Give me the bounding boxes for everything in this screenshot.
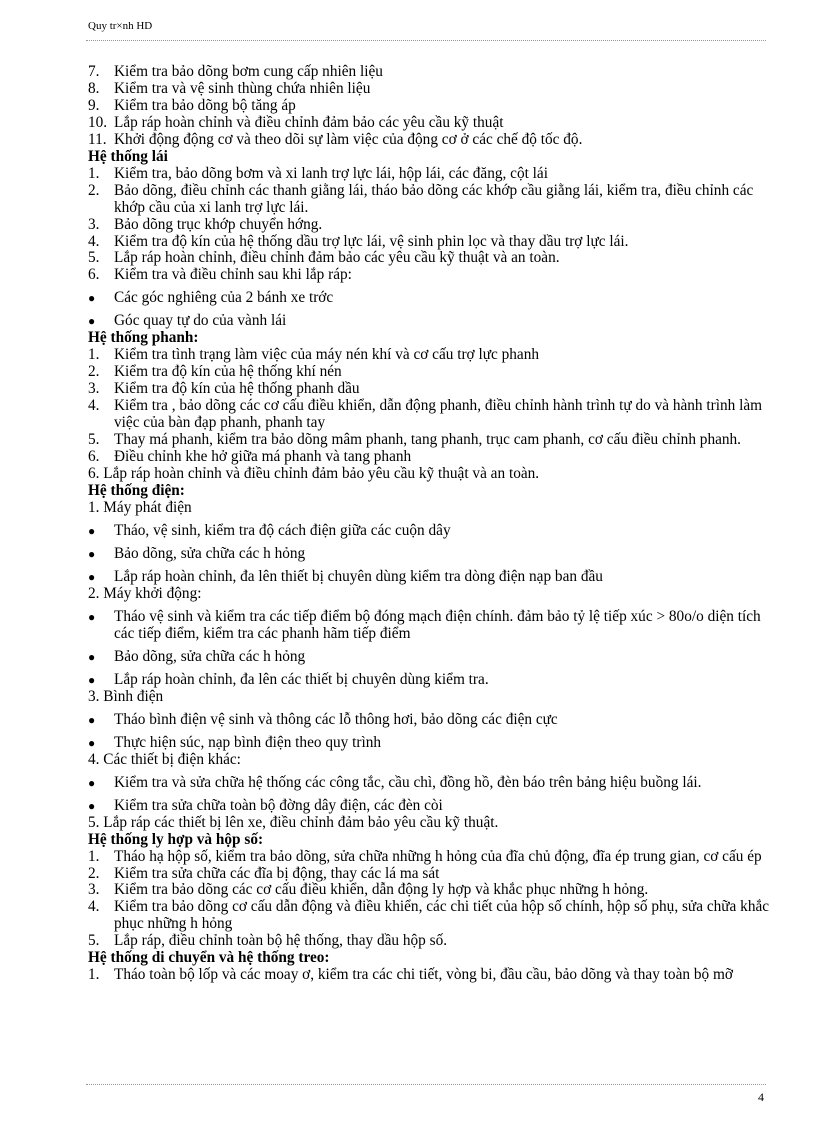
numbered-item: [88, 882, 778, 899]
item-text: Kiểm tra và vệ sinh thùng chứa nhiên liệu: [114, 79, 371, 97]
header-divider: [86, 40, 766, 41]
bullet-text: Tháo bình điện vệ sinh và thông các lỗ thông hơi, bảo dõng các điện cực: [114, 710, 558, 728]
section-heading: Hệ thống điện:: [88, 481, 185, 499]
item-number: 1.: [88, 966, 100, 984]
numbered-item: [88, 64, 778, 81]
bullet-icon: ●: [88, 649, 96, 664]
numbered-item: [88, 132, 778, 149]
numbered-item: [88, 81, 778, 98]
item-number: 4.: [88, 232, 100, 250]
item-number: 3.: [88, 380, 100, 398]
bullet-item: [88, 775, 778, 792]
list-item: 5. Lắp ráp các thiết bị lên xe, điều chỉnh đảm bảo yêu cầu kỹ thuật.: [88, 813, 499, 831]
section-heading: Hệ thống phanh:: [88, 329, 199, 347]
numbered-item: [88, 933, 778, 950]
bullet-icon: ●: [88, 546, 96, 561]
bullet-icon: ●: [88, 314, 96, 329]
numbered-item: [88, 432, 778, 449]
item-text: Kiểm tra độ kín của hệ thống khí nén: [114, 363, 342, 381]
item-number: 2.: [88, 864, 100, 882]
bullet-icon: ●: [88, 798, 96, 813]
bullet-icon: ●: [88, 609, 96, 624]
numbered-item: [88, 250, 778, 267]
bullet-text: Lắp ráp hoàn chỉnh, đa lên thiết bị chuyên dùng kiểm tra dòng điện nạp ban đầu: [114, 567, 603, 585]
item-text: Bảo dõng trục khớp chuyển hớng.: [114, 215, 323, 233]
bullet-text: Các góc nghiêng của 2 bánh xe trớc: [114, 289, 334, 307]
numbered-item: [88, 217, 778, 234]
list-item: 1. Máy phát điện: [88, 498, 192, 516]
item-text: Kiểm tra bảo dõng cơ cấu dẫn động và điều khiển, các chi tiết của hộp số chính, hộp số phụ, sửa chữa khắc phục những h hỏng: [114, 898, 770, 933]
bullet-item: [88, 609, 778, 643]
item-number: 1.: [88, 847, 100, 865]
bullet-text: Thực hiện súc, nạp bình điện theo quy trình: [114, 733, 382, 751]
item-number: 6.: [88, 448, 100, 466]
bullet-item: [88, 569, 778, 586]
item-number: 9.: [88, 96, 100, 114]
bullet-icon: ●: [88, 775, 96, 790]
item-number: 4.: [88, 898, 100, 916]
item-text: Lắp ráp hoàn chỉnh và điều chỉnh đảm bảo các yêu cầu kỹ thuật: [114, 113, 504, 131]
numbered-item: [88, 115, 778, 132]
item-text: Lắp ráp, điều chỉnh toàn bộ hệ thống, thay dầu hộp số.: [114, 932, 448, 950]
numbered-item: [88, 98, 778, 115]
item-number: 11.: [88, 130, 107, 148]
item-text: Kiểm tra , bảo dõng các cơ cấu điều khiển, dẫn động phanh, điều chỉnh hành trình tự do và hành trình làm việc của bàn đạp phanh, phanh tay: [114, 397, 763, 432]
bullet-item: [88, 290, 778, 307]
item-number: 1.: [88, 164, 100, 182]
item-text: Kiểm tra tình trạng làm việc của máy nén khí và cơ cấu trợ lực phanh: [114, 346, 540, 364]
item-number: 1.: [88, 346, 100, 364]
item-number: 7.: [88, 63, 100, 80]
item-number: 3.: [88, 215, 100, 233]
numbered-item: [88, 381, 778, 398]
item-number: 5.: [88, 431, 100, 449]
section-heading: Hệ thống di chuyển và hệ thống treo:: [88, 949, 330, 967]
numbered-item: [88, 449, 778, 466]
numbered-item: [88, 967, 778, 984]
item-number: 10.: [88, 113, 108, 131]
list-item: 4. Các thiết bị điện khác:: [88, 750, 241, 768]
bullet-item: [88, 712, 778, 729]
running-header: Quy tr×nh HD: [88, 20, 153, 32]
numbered-item: [88, 267, 778, 284]
numbered-item: [88, 347, 778, 364]
item-number: 8.: [88, 79, 100, 97]
bullet-text: Tháo, vệ sinh, kiểm tra độ cách điện giữa các cuộn dây: [114, 521, 451, 539]
bullet-icon: ●: [88, 523, 96, 538]
bullet-icon: ●: [88, 712, 96, 727]
bullet-item: [88, 313, 778, 330]
item-text: Bảo dõng, điều chỉnh các thanh giằng lái, tháo bảo dõng các khớp cầu giằng lái, kiểm tra, điều chỉnh các khớp cầu của xi lanh trợ lực lái.: [114, 181, 754, 216]
list-item: 6. Lắp ráp hoàn chỉnh và điều chỉnh đảm bảo yêu cầu kỹ thuật và an toàn.: [88, 465, 540, 483]
item-text: Thay má phanh, kiểm tra bảo dõng mâm phanh, tang phanh, trục cam phanh, cơ cấu điều chỉnh phanh.: [114, 431, 742, 449]
item-text: Kiểm tra độ kín của hệ thống dầu trợ lực lái, vệ sinh phin lọc và thay dầu trợ lực lái.: [114, 232, 629, 250]
bullet-text: Kiểm tra và sửa chữa hệ thống các công tắc, cầu chì, đồng hồ, đèn báo trên bảng hiệu buồng lái.: [114, 773, 702, 791]
numbered-item: [88, 166, 778, 183]
bullet-item: [88, 672, 778, 689]
bullet-item: [88, 735, 778, 752]
numbered-item: [88, 234, 778, 251]
item-text: Tháo hạ hộp số, kiểm tra bảo dõng, sửa chữa những h hỏng của đĩa chủ động, đĩa ép trung gian, cơ cấu ép: [114, 847, 762, 865]
numbered-item: [88, 866, 778, 883]
item-text: Kiểm tra bảo dõng các cơ cấu điều khiển, dẫn động ly hợp và khắc phục những h hỏng.: [114, 881, 649, 899]
item-text: Kiểm tra và điều chỉnh sau khi lắp ráp:: [114, 266, 352, 284]
item-number: 4.: [88, 397, 100, 415]
bullet-icon: ●: [88, 672, 96, 687]
numbered-item: [88, 899, 778, 933]
bullet-icon: ●: [88, 735, 96, 750]
item-text: Kiểm tra, bảo dõng bơm và xi lanh trợ lực lái, hộp lái, các đăng, cột lái: [114, 164, 548, 182]
item-number: 2.: [88, 181, 100, 199]
footer-divider: [86, 1084, 766, 1085]
item-number: 6.: [88, 266, 100, 284]
item-text: Điều chỉnh khe hở giữa má phanh và tang phanh: [114, 448, 412, 466]
item-number: 5.: [88, 932, 100, 950]
bullet-item: [88, 546, 778, 563]
bullet-text: Lắp ráp hoàn chỉnh, đa lên các thiết bị chuyên dùng kiểm tra.: [114, 670, 489, 688]
item-text: Kiểm tra sửa chữa các đĩa bị động, thay các lá ma sát: [114, 864, 440, 882]
item-text: Khởi động động cơ và theo dõi sự làm việc của động cơ ở các chế độ tốc độ.: [114, 130, 583, 148]
bullet-item: [88, 649, 778, 666]
bullet-text: Tháo vệ sinh và kiểm tra các tiếp điểm bộ đóng mạch điện chính. đảm bảo tỷ lệ tiếp xúc > 80o/o diện tích các tiếp điểm, kiểm tra các phanh hãm tiếp điểm: [114, 607, 761, 642]
bullet-icon: ●: [88, 291, 96, 306]
list-item: 3. Bình điện: [88, 687, 164, 705]
bullet-text: Bảo dõng, sửa chữa các h hỏng: [114, 647, 306, 665]
item-text: Kiểm tra bảo dõng bộ tăng áp: [114, 96, 296, 114]
list-item: 2. Máy khởi động:: [88, 584, 202, 602]
page-number: 4: [758, 1090, 764, 1104]
item-text: Lắp ráp hoàn chỉnh, điều chỉnh đảm bảo các yêu cầu kỹ thuật và an toàn.: [114, 249, 560, 267]
bullet-icon: ●: [88, 569, 96, 584]
bullet-text: Bảo dõng, sửa chữa các h hỏng: [114, 544, 306, 562]
numbered-item: [88, 849, 778, 866]
numbered-item: [88, 183, 778, 217]
section-heading: Hệ thống ly hợp và hộp số:: [88, 830, 264, 848]
item-number: 2.: [88, 363, 100, 381]
numbered-item: [88, 364, 778, 381]
numbered-item: [88, 398, 778, 432]
bullet-item: [88, 798, 778, 815]
item-text: Kiểm tra bảo dõng bơm cung cấp nhiên liệu: [114, 63, 383, 80]
bullet-text: Góc quay tự do của vành lái: [114, 312, 287, 330]
item-text: Kiểm tra độ kín của hệ thống phanh dầu: [114, 380, 360, 398]
item-text: Tháo toàn bộ lốp và các moay ơ, kiểm tra các chi tiết, vòng bi, đầu cầu, bảo dõng và thay toàn bộ mỡ: [114, 966, 733, 984]
document-body: [88, 64, 778, 984]
item-number: 3.: [88, 881, 100, 899]
bullet-text: Kiểm tra sửa chữa toàn bộ đờng dây điện, các đèn còi: [114, 796, 443, 814]
bullet-item: [88, 523, 778, 540]
section-heading: Hệ thống lái: [88, 147, 168, 165]
item-number: 5.: [88, 249, 100, 267]
